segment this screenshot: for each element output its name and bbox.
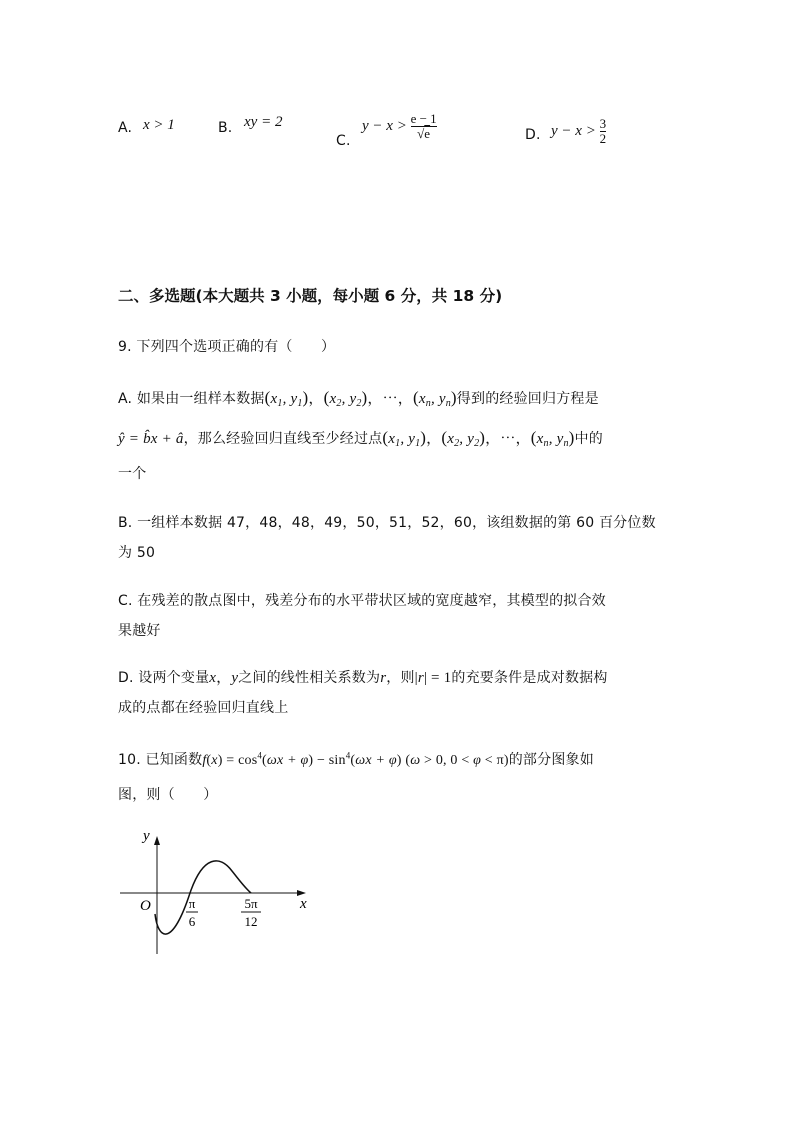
q9-d-part4: 的充要条件是成对数据构 (451, 670, 608, 686)
q9-a-points: ($x_1$, $y_1$)，($x_2$, $y_2$)，⋯，($x_n$, $y_n$) (382, 428, 575, 449)
section-title: 二、多选题(本大题共 3 小题，每小题 6 分，共 18 分) (118, 287, 503, 305)
option-b-expr: xy = 2 (244, 114, 283, 130)
q9-d-part3: ，则 (386, 670, 415, 686)
q9-option-b-line1: B. 一组样本数据 47，48，48，49，50，51，52，60，该组数据的第 60 百分位数 (118, 515, 656, 531)
option-d-fraction (600, 117, 607, 146)
tick-5pi-12-denominator: 12 (244, 914, 258, 929)
option-c-expr (362, 112, 437, 141)
sine-curve (155, 861, 251, 934)
q9-a-data-points: ($x_1$, $y_1$)，($x_2$, $y_2$)，⋯，($x_n$, $y_n$) (264, 388, 457, 409)
option-d-expr (551, 117, 606, 146)
q9-a-line2-suffix: 中的 (574, 431, 603, 447)
q10-suffix: 的部分图象如 (508, 752, 594, 768)
option-c-fraction (411, 112, 437, 141)
y-axis-label: y (143, 828, 150, 844)
option-a-label: A. (118, 120, 133, 136)
origin-label: O (140, 898, 151, 914)
option-a-expr: x > 1 (143, 117, 175, 133)
q9-option-a-line3: 一个 (118, 466, 147, 482)
option-c-lhs: y − x > (362, 117, 407, 134)
option-d-label: D. (525, 127, 541, 143)
q9-d-part2: 之间的线性相关系数为 (238, 670, 381, 686)
option-d-numerator: 3 (599, 116, 607, 131)
q9-d-r: r (380, 670, 387, 686)
option-c-label: C. (336, 133, 351, 149)
option-b-label: B. (218, 120, 233, 136)
tick-pi-6-denominator: 6 (188, 914, 196, 929)
q9-stem: 9. 下列四个选项正确的有（ ） (118, 339, 336, 355)
q9-option-a-line2 (118, 427, 603, 449)
option-d-denominator: 2 (599, 131, 607, 146)
y-axis-arrow (154, 836, 160, 845)
function-graph (110, 820, 320, 960)
q9-option-d-line1 (118, 666, 608, 687)
tick-pi-6-numerator: π (188, 896, 196, 911)
q10-function-expr: $f(x) = \cos^4(\omega x + \varphi) - \sin^4(\omega x + \varphi) (\omega > 0$, 0 < φ < π) (202, 750, 509, 768)
q10-line2: 图，则（ ） (118, 787, 218, 803)
q9-d-vars: x，y (209, 670, 239, 686)
option-d-lhs: y − x > (551, 122, 596, 139)
q9-regression-equation: ŷ = b̂x + â (118, 431, 184, 447)
q10-prefix: 10. 已知函数 (118, 752, 203, 768)
q9-d-abs-r: |r| = 1 (414, 670, 452, 686)
q9-d-part1: D. 设两个变量 (118, 670, 210, 686)
q9-option-a-line1 (118, 387, 599, 409)
q9-a-prefix: A. 如果由一组样本数据 (118, 391, 265, 407)
option-c-denominator: √e (417, 126, 431, 141)
q9-option-b-line2: 为 50 (118, 545, 156, 561)
q10-line1 (118, 749, 594, 769)
q8-options (0, 0, 794, 160)
x-axis-label: x (300, 896, 307, 912)
tick-5pi-12-numerator: 5π (244, 896, 258, 911)
q9-option-d-line2: 成的点都在经验回归直线上 (118, 700, 289, 716)
q9-option-c-line2: 果越好 (118, 623, 161, 639)
q9-a-suffix: 得到的经验回归方程是 (456, 391, 599, 407)
option-c-numerator: e − 1 (410, 111, 437, 126)
q9-option-c-line1: C. 在残差的散点图中，残差分布的水平带状区域的宽度越窄，其模型的拟合效 (118, 593, 606, 609)
q9-a-mid: ，那么经验回归直线至少经过点 (183, 431, 383, 447)
